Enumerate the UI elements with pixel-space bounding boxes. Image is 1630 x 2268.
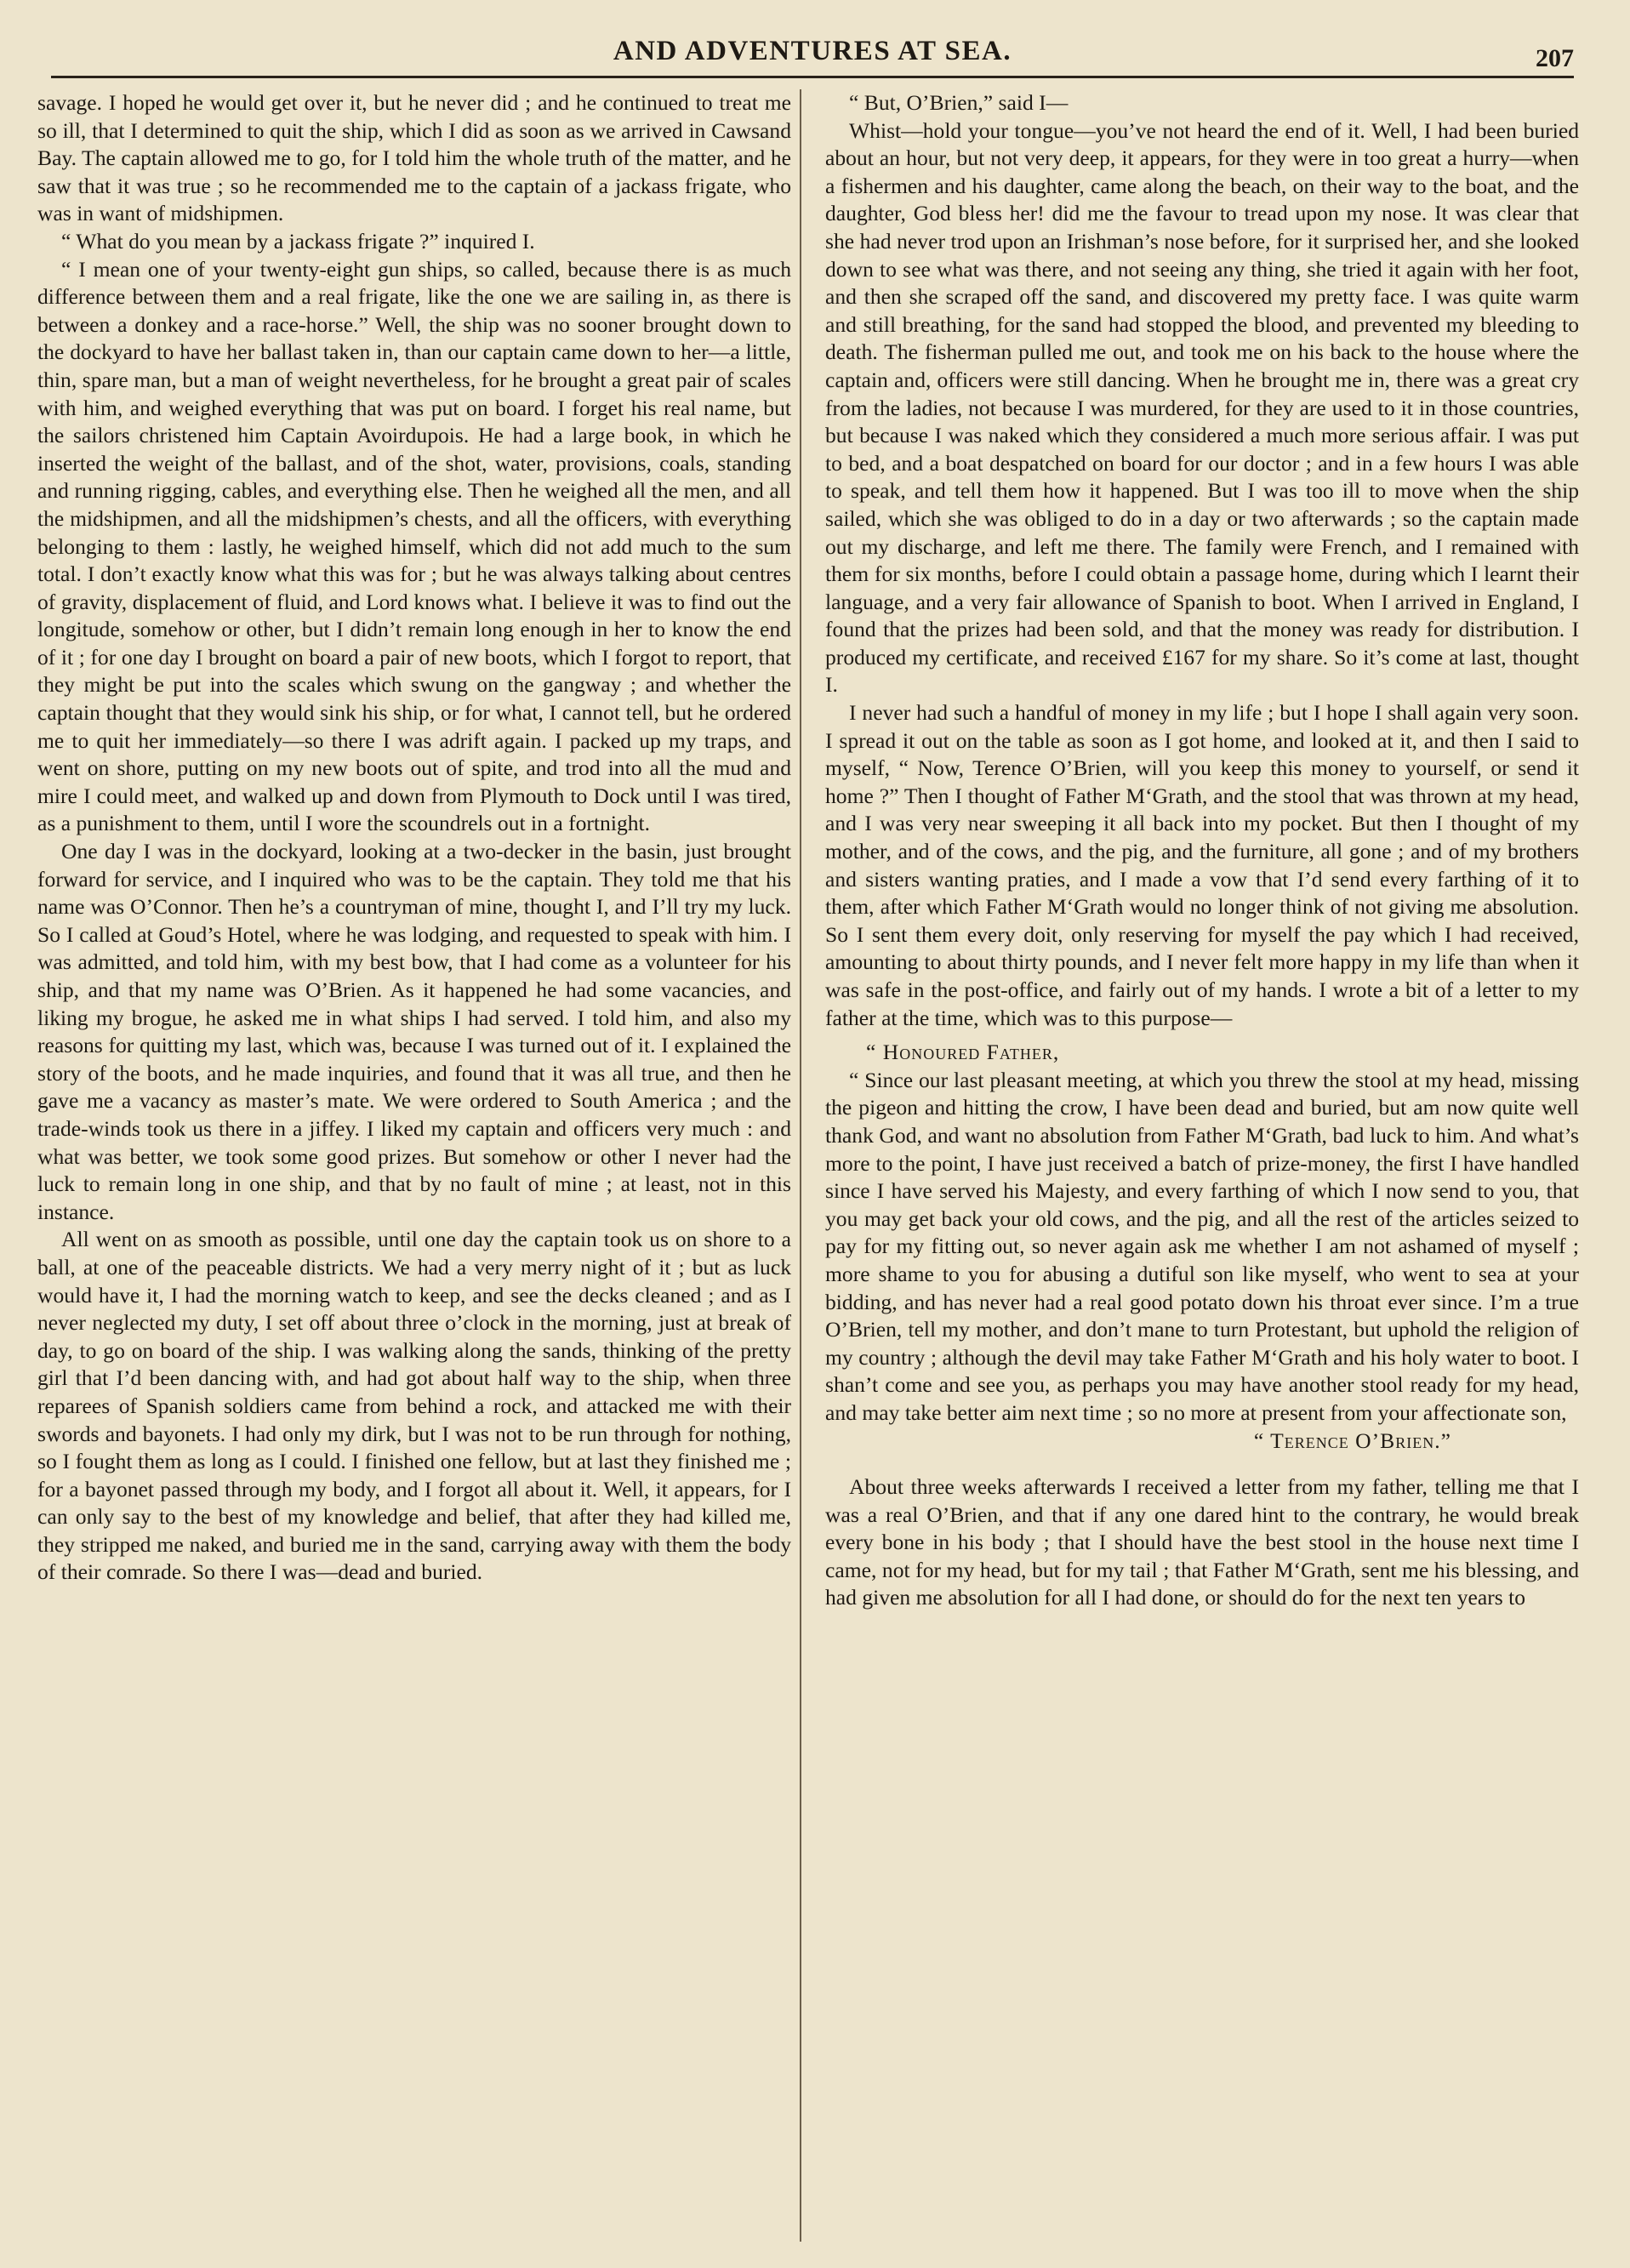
page-number: 207	[1536, 44, 1574, 72]
paragraph: “ What do you mean by a jackass frigate ?” inquired I.	[61, 228, 535, 254]
paragraph: About three weeks afterwards I received a letter from my father, telling me that I was a real O’Brien, and that if any one dared hint to the contrary, he would break every bone in his body ; that I should have the best stool in the house next time I came, not for my head, but for my tail ; that Father M‘Grath, sent me his blessing, and had given me absolution for all I had done, or should do for the next ten years to	[825, 1474, 1579, 1610]
paragraph: “ But, O’Brien,” said I—	[849, 90, 1069, 115]
running-title: AND ADVENTURES AT SEA.	[613, 36, 1012, 66]
paragraph: One day I was in the dockyard, looking at a two-decker in the basin, just brought forward for service, and I inquired who was to be the captain. They told me that his name was O’Connor. Then he’s a countryman of mine, thought I, and I’ll try my luck. So I called at Goud’s Hotel, where he was lodging, and requested to speak with him. I was admitted, and told him, with my best bow, that I had come as a volunteer for his ship, and that my name was O’Brien. As it happened he had some vacancies, and liking my brogue, he asked me in what ships I had served. I told him, and also my reasons for quitting my last, which was, because I was turned out of it. I explained the story of the boots, and he made inquiries, and found that it was all true, and then he gave me a vacancy as master’s mate. We were ordered to South America ; and the trade-winds took us there in a jiffey. I liked my captain and officers very much : and what was better, we took some good prizes. But somehow or other I never had the luck to remain long in one ship, and that by no fault of mine ; at least, not in this instance.	[37, 839, 791, 1224]
paragraph: savage. I hoped he would get over it, but he never did ; and he continued to treat me so ill, that I determined to quit the ship, which I did as soon as we arrived in Cawsand Bay. The captain allowed me to go, for I told him the whole truth of the matter, and he saw that it was true ; so he recommended me to the captain of a jackass frigate, who was in want of midshipmen.	[37, 90, 791, 226]
page-header	[51, 26, 1574, 78]
header-rule	[51, 76, 1574, 78]
paragraph: All went on as smooth as possible, until one day the captain took us on shore to a ball, at one of the peaceable districts. We had a very merry night of it ; but as luck would have it, I had the morning watch to keep, and see the decks cleaned ; and as I never neglected my duty, I set off about three o’clock in the morning, just at break of day, to go on board of the ship. I was walking along the sands, thinking of the pretty girl that I’d been dancing with, and had got about half way to the ship, when three reparees of Spanish soldiers came from behind a rock, and attacked me with their swords and bayonets. I had only my dirk, but I was not to be run through for nothing, so I fought them as long as I could. I finished one fellow, but at last they finished me ; for a bayonet passed through my body, and I forgot all about it. Well, it appears, for I can only say to the best of my knowledge and belief, that after they had killed me, they stripped me naked, and buried me in the sand, carrying away with them the body of their comrade. So there I was—dead and buried.	[37, 1227, 791, 1585]
paragraph: “ I mean one of your twenty-eight gun ships, so called, because there is as much difference between them and a real frigate, like the one we are sailing in, as there is between a donkey and a race-horse.” Well, the ship was no sooner brought down to the dockyard to have her ballast taken in, than our captain came down to her—a little, thin, spare man, but a man of weight nevertheless, for he brought a great pair of scales with him, and weighed everything that was put on board. I forget his real name, but the sailors christened him Captain Avoirdupois. He had a large book, in which he inserted the weight of the ballast, and of the shot, water, provisions, coals, standing and running rigging, cables, and everything else. Then he weighed all the men, and all the midshipmen, and all the midshipmen’s chests, and all the officers, with everything belonging to them : lastly, he weighed himself, which did not add much to the sum total. I don’t exactly know what this was for ; but he was always talking about centres of gravity, displacement of fluid, and Lord knows what. I believe it was to find out the longitude, somehow or other, but I didn’t remain long enough in her to know the end of it ; for one day I brought on board a pair of new boots, which I forgot to report, that they might be put into the scales which swung on the gangway ; and whether the captain thought that they would sink his ship, or for what, I cannot tell, but he ordered me to quit her immediately—so there I was adrift again. I packed up my traps, and went on shore, putting on my new boots out of spite, and trod into all the mud and mire I could meet, and walked up and down from Plymouth to Dock until I was tired, as a punishment to them, until I wore the scoundrels out in a fortnight.	[37, 256, 791, 836]
salutation-text: “ Honoured Father,	[866, 1040, 1060, 1065]
paragraph: I never had such a handful of money in my life ; but I hope I shall again very soon. I spread it out on the table as soon as I got home, and looked at it, and then I said to myself, “ Now, Terence O’Brien, will you keep this money to yourself, or send it home ?” Then I thought of Father M‘Grath, and the stool that was thrown at my head, and I was very near sweeping it all back into my pocket. But then I thought of my mother, and of the cows, and the pig, and the furniture, all gone ; and of my brothers and sisters wanting praties, and I made a vow that I’d send every farthing of it to them, after which Father M‘Grath would no longer think of not giving me absolution. So I sent them every doit, only reserving for myself the pay which I had received, amounting to about thirty pounds, and I never felt more happy in my life than when it was safe in the post-office, and fairly out of my hands. I wrote a bit of a letter to my father at the time, which was to this purpose—	[825, 700, 1579, 1030]
left-column	[37, 89, 791, 1587]
right-column	[825, 89, 1579, 1612]
letter-body: “ Since our last pleasant meeting, at which you threw the stool at my head, missing the pigeon and hitting the crow, I have been dead and buried, but am now quite well thank God, and want no absolution from Father M‘Grath, bad luck to him. And what’s more to the point, I have just received a batch of prize-money, the first I have handled since I have served his Majesty, and every farthing of which I now send to you, that you may get back your old cows, and the pig, and all the rest of the articles seized to pay for my fitting out, so never again ask me whether I am not ashamed of myself ; more shame to you for abusing a dutiful son like myself, who went to sea at your bidding, and has never had a real good potato down his throat ever since. I’m a true O’Brien, tell my mother, and don’t mane to turn Protestant, but uphold the religion of my country ; although the devil may take Father M‘Grath and his holy water to boot. I shan’t come and see you, as perhaps you may have another stool ready for my head, and may take better aim next time ; so no more at present from your affectionate son,	[825, 1067, 1579, 1425]
letter-signature: “ Terence O’Brien.”	[1253, 1427, 1451, 1453]
paragraph: Whist—hold your tongue—you’ve not heard the end of it. Well, I had been buried about an hour, but not very deep, it appears, for they were in too great a hurry—when a fishermen and his daughter, came along the beach, on their way to the boat, and the daughter, God bless her! did me the favour to tread upon my nose. It was clear that she had never trod upon an Irishman’s nose before, for it surprised her, and she looked down to see what was there, and not seeing any thing, she tried it again with her foot, and then she scraped off the sand, and discovered my pretty face. I was quite warm and still breathing, for the sand had stopped the blood, and prevented my bleeding to death. The fisherman pulled me out, and took me on his back to the house where the captain and, officers were still dancing. When he brought me in, there was a great cry from the ladies, not because I was murdered, for they are used to it in those countries, but because I was naked which they considered a much more serious affair. I was put to bed, and a boat despatched on board for our doctor ; and in a few hours I was able to speak, and tell them how it happened. But I was too ill to move when the ship sailed, which she was obliged to do in a day or two afterwards ; so the captain made out my discharge, and left me there. The family were French, and I remained with them for six months, before I could obtain a passage home, during which I learnt their language, and a very fair allowance of Spanish to boot. When I arrived in England, I found that the prizes had been sold, and that the money was ready for distribution. I produced my certificate, and received £167 for my share. So it’s come at last, thought I.	[825, 117, 1579, 698]
letter-salutation	[825, 1039, 1579, 1067]
column-divider	[800, 89, 801, 2242]
